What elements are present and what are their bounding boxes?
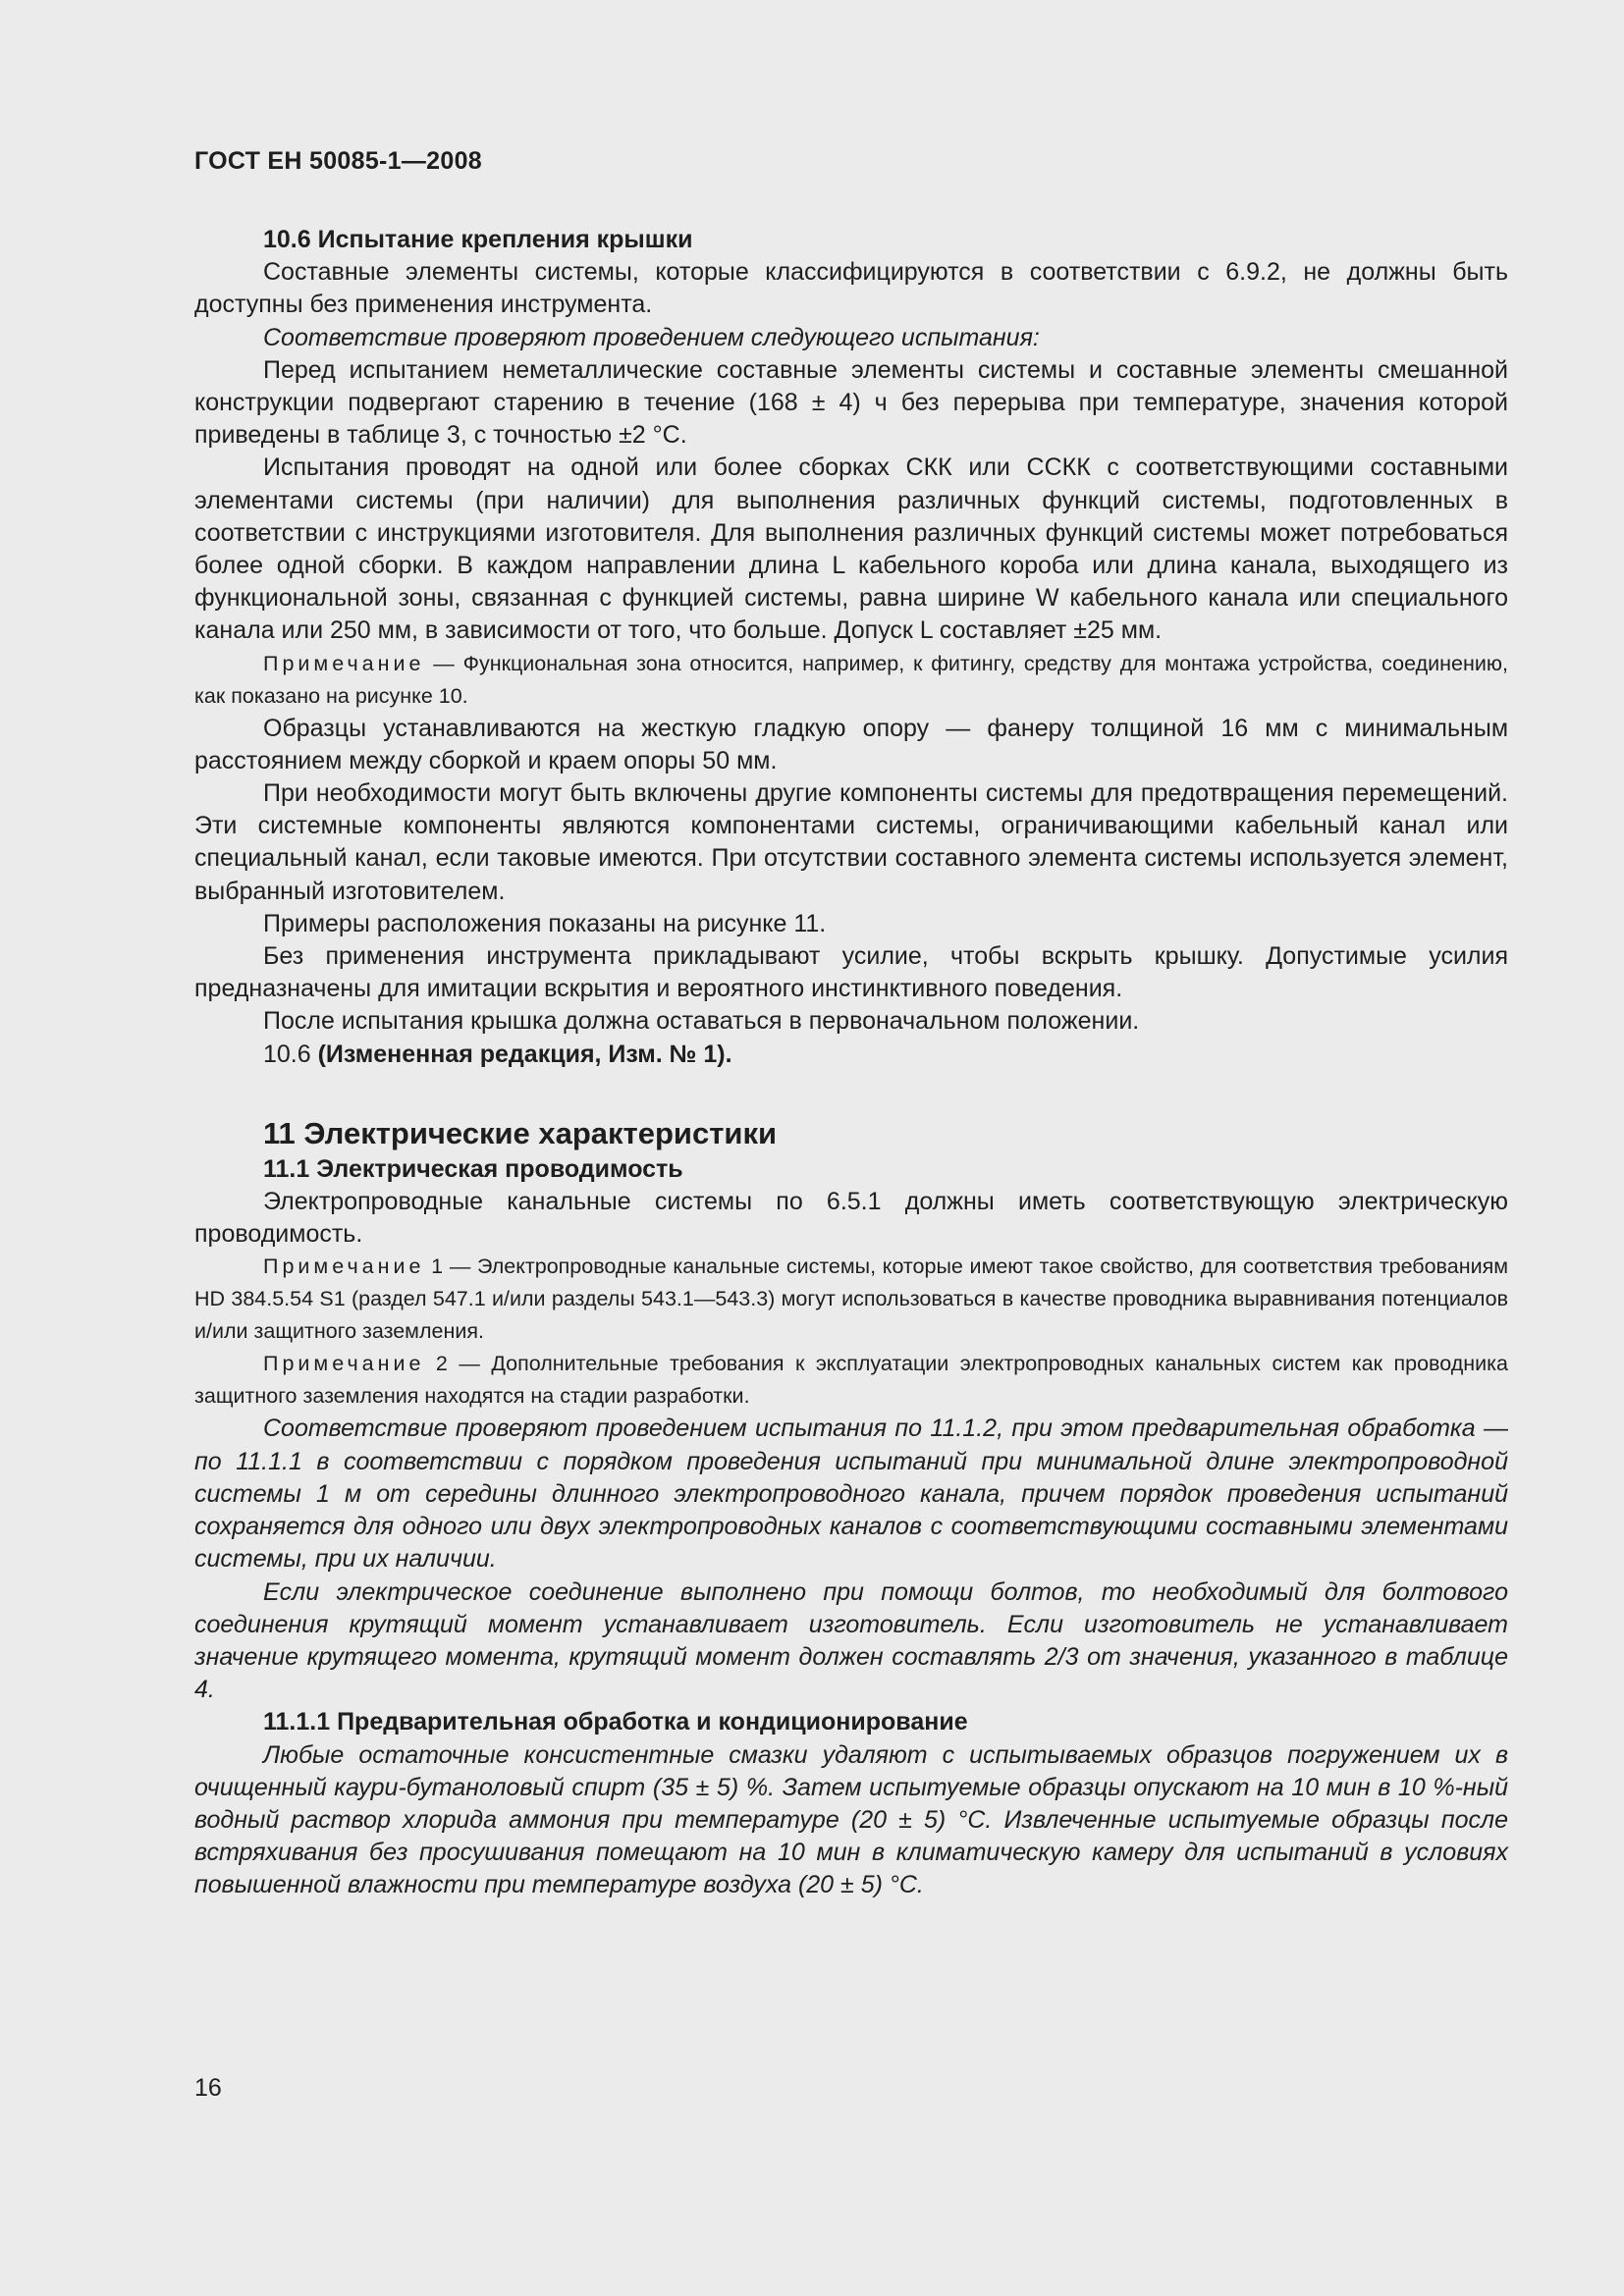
- paragraph: Перед испытанием неметаллические составные элементы системы и составные элементы смешанной конструкции подвергают старению в течение (168 ± 4) ч без перерыва при температуре, значения которой приведены в таблице 3, с точностью ±2 °С.: [194, 355, 1508, 450]
- note: [194, 1251, 1508, 1348]
- paragraph: При необходимости могут быть включены другие компоненты системы для предотвращения перемещений. Эти системные компоненты являются компонентами системы, ограничивающими кабельный канал или специальный канал, если таковые имеются. При отсутствии составного элемента системы используется элемент, выбранный изготовителем.: [194, 779, 1508, 905]
- note: [194, 648, 1508, 713]
- amendment-number: 10.6: [263, 1040, 318, 1068]
- note-label: Примечание: [263, 651, 425, 675]
- paragraph: Примеры расположения показаны на рисунке 11.: [263, 909, 827, 937]
- paragraph: Электропроводные канальные системы по 6.5.1 должны иметь соответствующую электрическую проводимость.: [194, 1188, 1508, 1249]
- paragraph: Без применения инструмента прикладывают усилие, чтобы вскрыть крышку. Допустимые усилия предназначены для имитации вскрытия и вероятного инстинктивного поведения.: [194, 942, 1508, 1003]
- paragraph: Образцы устанавливаются на жесткую гладкую опору — фанеру толщиной 16 мм с минимальным расстоянием между сборкой и краем опоры 50 мм.: [194, 714, 1508, 774]
- paragraph: Любые остаточные консистентные смазки удаляют с испытываемых образцов погружением их в очищенный каури-бутаноловый спирт (35 ± 5) %. Затем испытуемые образцы опускают на 10 мин в 10 %-ный водный раствор хлорида аммония при температуре (20 ± 5) °С. Извлеченные испытуемые образцы после встряхивания без просушивания помещают на 10 мин в климатическую камеру для испытаний в условиях повышенной влажности при температуре воздуха (20 ± 5) °С.: [194, 1740, 1508, 1899]
- note-label: Примечание: [263, 1255, 425, 1279]
- note-label: Примечание: [263, 1352, 425, 1376]
- paragraph: Составные элементы системы, которые классифицируются в соответствии с 6.9.2, не должны быть доступны без применения инструмента.: [194, 258, 1508, 319]
- page-body: [194, 224, 1508, 1902]
- paragraph-compliance: Соответствие проверяют проведением испытания по 11.1.2, при этом предварительная обработка — по 11.1.1 в соответствии с порядком проведения испытаний при минимальной длине электропроводной системы 1 м от середины длинного электропроводного канала, причем порядок проведения испытаний сохраняется для одного или двух электропроводных каналов с соответствующими составными элементами системы, при их наличии.: [194, 1415, 1508, 1574]
- section-heading-11-1-1: 11.1.1 Предварительная обработка и кондиционирование: [263, 1708, 968, 1736]
- note-text: 1 — Электропроводные канальные системы, которые имеют такое свойство, для соответствия требованиям HD 384.5.54 S1 (раздел 547.1 и/или разделы 543.1—543.3) могут использоваться в качестве проводника выравнивания потенциалов и/или защитного заземления.: [194, 1255, 1508, 1344]
- document-header: ГОСТ ЕН 50085-1—2008: [194, 147, 482, 175]
- note-text: 2 — Дополнительные требования к эксплуатации электропроводных канальных систем как проводника защитного заземления находятся на стадии разработки.: [194, 1352, 1508, 1409]
- section-heading-11: 11 Электрические характеристики: [263, 1115, 778, 1150]
- section-heading-10-6: 10.6 Испытание крепления крышки: [263, 226, 693, 253]
- section-heading-11-1: 11.1 Электрическая проводимость: [263, 1154, 683, 1183]
- paragraph-compliance: Соответствие проверяют проведением следующего испытания:: [263, 323, 1040, 351]
- amendment-text: (Измененная редакция, Изм. № 1).: [317, 1040, 732, 1068]
- page-number: 16: [194, 2074, 222, 2102]
- paragraph: После испытания крышка должна оставаться в первоначальном положении.: [263, 1007, 1140, 1036]
- paragraph: Если электрическое соединение выполнено при помощи болтов, то необходимый для болтового соединения крутящий момент устанавливает изготовитель. Если изготовитель не устанавливает значение крутящего момента, крутящий момент должен составлять 2/3 от значения, указанного в таблице 4.: [194, 1577, 1508, 1704]
- paragraph: Испытания проводят на одной или более сборках СКК или ССКК с соответствующими составными элементами системы (при наличии) для выполнения различных функций системы, подготовленных в соответствии с инструкциями изготовителя. Для выполнения различных функций системы может потребоваться более одной сборки. В каждом направлении длина L кабельного короба или длина канала, выходящего из функциональной зоны, связанная с функцией системы, равна ширине W кабельного канала или специального канала или 250 мм, в зависимости от того, что больше. Допуск L составляет ±25 мм.: [194, 454, 1508, 645]
- amendment-line: [194, 1039, 1508, 1071]
- note: [194, 1348, 1508, 1413]
- note-text: — Функциональная зона относится, например, к фитингу, средству для монтажа устройства, соединению, как показано на рисунке 10.: [194, 651, 1508, 708]
